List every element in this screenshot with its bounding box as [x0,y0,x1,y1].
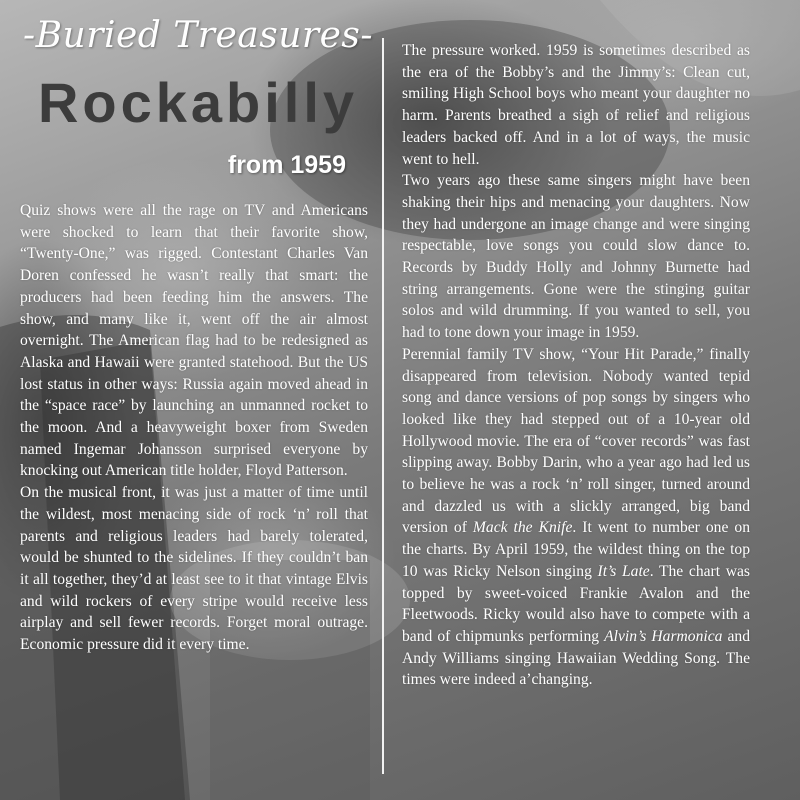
paragraph [402,344,750,691]
song-title: Alvin’s Harmonica [604,627,723,645]
left-column [20,200,368,656]
column-divider [382,38,384,774]
series-title: -Buried Treasures- [22,15,374,56]
paragraph: On the musical front, it was just a matter of time until the wildest, most menacing side of rock ‘n’ roll that parents and religious leaders had barely tolerated, would be shunted to the sidelines. If they couldn’t ban it all together, they’d at least see to it that vintage Elvis and wild rockers of every stripe would receive less airplay and sell fewer records. Forget moral outrage. Economic pressure did it every time. [20,484,368,654]
text-run: . The chart was topped by sweet-voiced Frankie Avalon and the Fleetwoods. Ricky would also have to compete with a band of chipmunks performing [402,562,750,645]
song-title: It’s Late [597,562,650,580]
paragraph: Two years ago these same singers might have been shaking their hips and menacing your daughters. Now they had undergone an image change and were singing respectable, love songs you could slow dance to. Records by Buddy Holly and Johnny Burnette had string arrangements. Gone were the stinging guitar solos and wild drumming. If you wanted to sell, you had to tone down your image in 1959. [402,172,750,342]
subtitle-year: from 1959 [227,151,346,179]
right-column [402,40,750,691]
paragraph: The pressure worked. 1959 is sometimes described as the era of the Bobby’s and the Jimmy’s: Clean cut, smiling High School boys who meant your daughter no harm. Parents breathed a sigh of relief and religious leaders backed off. And in a lot of ways, the music went to hell. [402,42,750,168]
text-run: and Andy Williams singing Hawaiian Wedding Song. The times were indeed a’changing. [402,627,751,689]
text-run: Perennial family TV show, “Your Hit Parade,” finally disappeared from television. Nobody wanted tepid song and dance versions of pop songs by singers who looked like they had stepped out of a 10-year old Hollywood movie. The era of “cover records” was fast slipping away. Bobby Darin, who a year ago had led us to believe he was a rock ‘n’ roll singer, turned around and dazzled us with a slickly arranged, big band version of [402,345,750,537]
text-run: . It went to number one on the charts. By April 1959, the wildest thing on the top 10 was Ricky Nelson singing [402,519,750,580]
song-title: Mack the Knife [472,519,573,537]
paragraph: Quiz shows were all the rage on TV and Americans were shocked to learn that their favorite show, “Twenty-One,” was rigged. Contestant Charles Van Doren confessed he wasn’t really that smart: the producers had been feeding him the answers. The show, and many like it, went off the air almost overnight. The American flag had to be redesigned as Alaska and Hawaii were granted statehood. But the US lost status in other ways: Russia again moved ahead in the “space race” by launching an unmanned rocket to the moon. And a heavyweight boxer from Sweden named Ingemar Johansson surprised everyone by knocking out American title holder, Floyd Patterson. [20,202,368,480]
page-title: Rockabilly [37,71,359,134]
